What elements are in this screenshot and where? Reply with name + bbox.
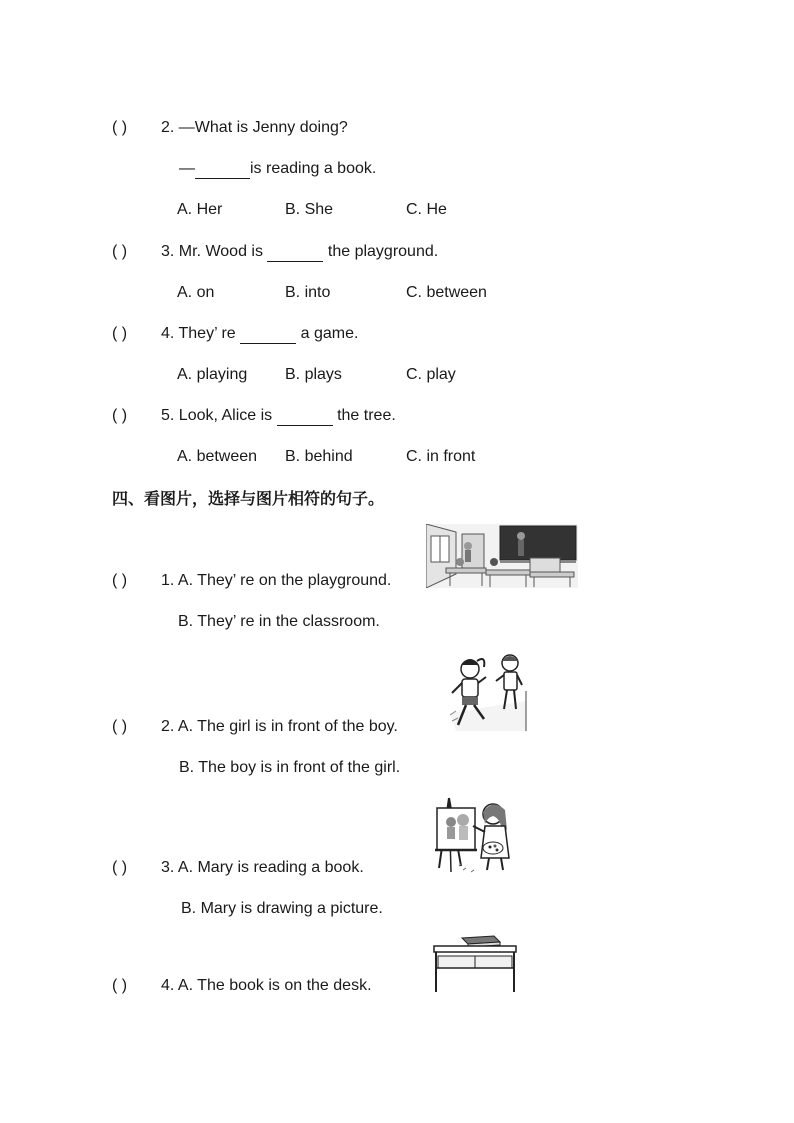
answer-paren[interactable]: ( )	[112, 859, 128, 876]
painting-girl-picture	[433, 796, 517, 874]
option-c: C. in front	[406, 448, 476, 465]
stem-pre: 5. Look, Alice is	[161, 407, 273, 424]
question-2-line2	[179, 159, 376, 179]
option-b: B. plays	[285, 366, 342, 383]
option-b: B. behind	[285, 448, 353, 465]
item-4-option-a: 4. A. The book is on the desk.	[161, 977, 372, 994]
answer-paren[interactable]: ( )	[112, 572, 128, 589]
stem-pre: 4. They’ re	[161, 325, 236, 342]
answer-paren[interactable]: ( )	[112, 977, 128, 994]
option-a: A. Her	[177, 201, 223, 218]
item-2-option-b: B. The boy is in front of the girl.	[179, 759, 401, 776]
question-4-stem	[161, 324, 358, 344]
item-3-option-b: B. Mary is drawing a picture.	[181, 900, 383, 917]
question-2-line2-text: is reading a book.	[250, 160, 377, 177]
fill-blank[interactable]	[277, 409, 333, 426]
question-3-stem	[161, 242, 438, 262]
option-a: A. playing	[177, 366, 248, 383]
stem-post: the playground.	[327, 243, 439, 260]
item-3-option-a: 3. A. Mary is reading a book.	[161, 859, 364, 876]
option-c: C. He	[406, 201, 447, 218]
option-b: B. She	[285, 201, 334, 218]
answer-paren[interactable]: ( )	[112, 243, 128, 260]
fill-blank[interactable]	[240, 327, 296, 344]
option-b: B. into	[285, 284, 331, 301]
option-c: C. play	[406, 366, 456, 383]
dash: —	[179, 160, 195, 177]
item-1-option-a: 1. A. They’ re on the playground.	[161, 572, 392, 589]
option-a: A. between	[177, 448, 258, 465]
item-1-option-b: B. They’ re in the classroom.	[178, 613, 380, 630]
item-2-option-a: 2. A. The girl is in front of the boy.	[161, 718, 398, 735]
stem-pre: 3. Mr. Wood is	[161, 243, 263, 260]
stem-post: a game.	[300, 325, 359, 342]
option-a: A. on	[177, 284, 215, 301]
answer-paren[interactable]: ( )	[112, 718, 128, 735]
answer-paren[interactable]: ( )	[112, 119, 128, 136]
running-kids-picture	[446, 651, 528, 733]
section-heading: 四、看图片，选择与图片相符的句子。	[112, 489, 385, 508]
book-on-desk-picture	[432, 934, 518, 994]
answer-paren[interactable]: ( )	[112, 407, 128, 424]
option-c: C. between	[406, 284, 487, 301]
classroom-picture	[426, 524, 578, 588]
question-5-stem	[161, 406, 396, 426]
stem-post: the tree.	[337, 407, 396, 424]
fill-blank[interactable]	[195, 162, 250, 179]
fill-blank[interactable]	[267, 245, 323, 262]
answer-paren[interactable]: ( )	[112, 325, 128, 342]
question-2-stem: 2. —What is Jenny doing?	[161, 119, 348, 136]
